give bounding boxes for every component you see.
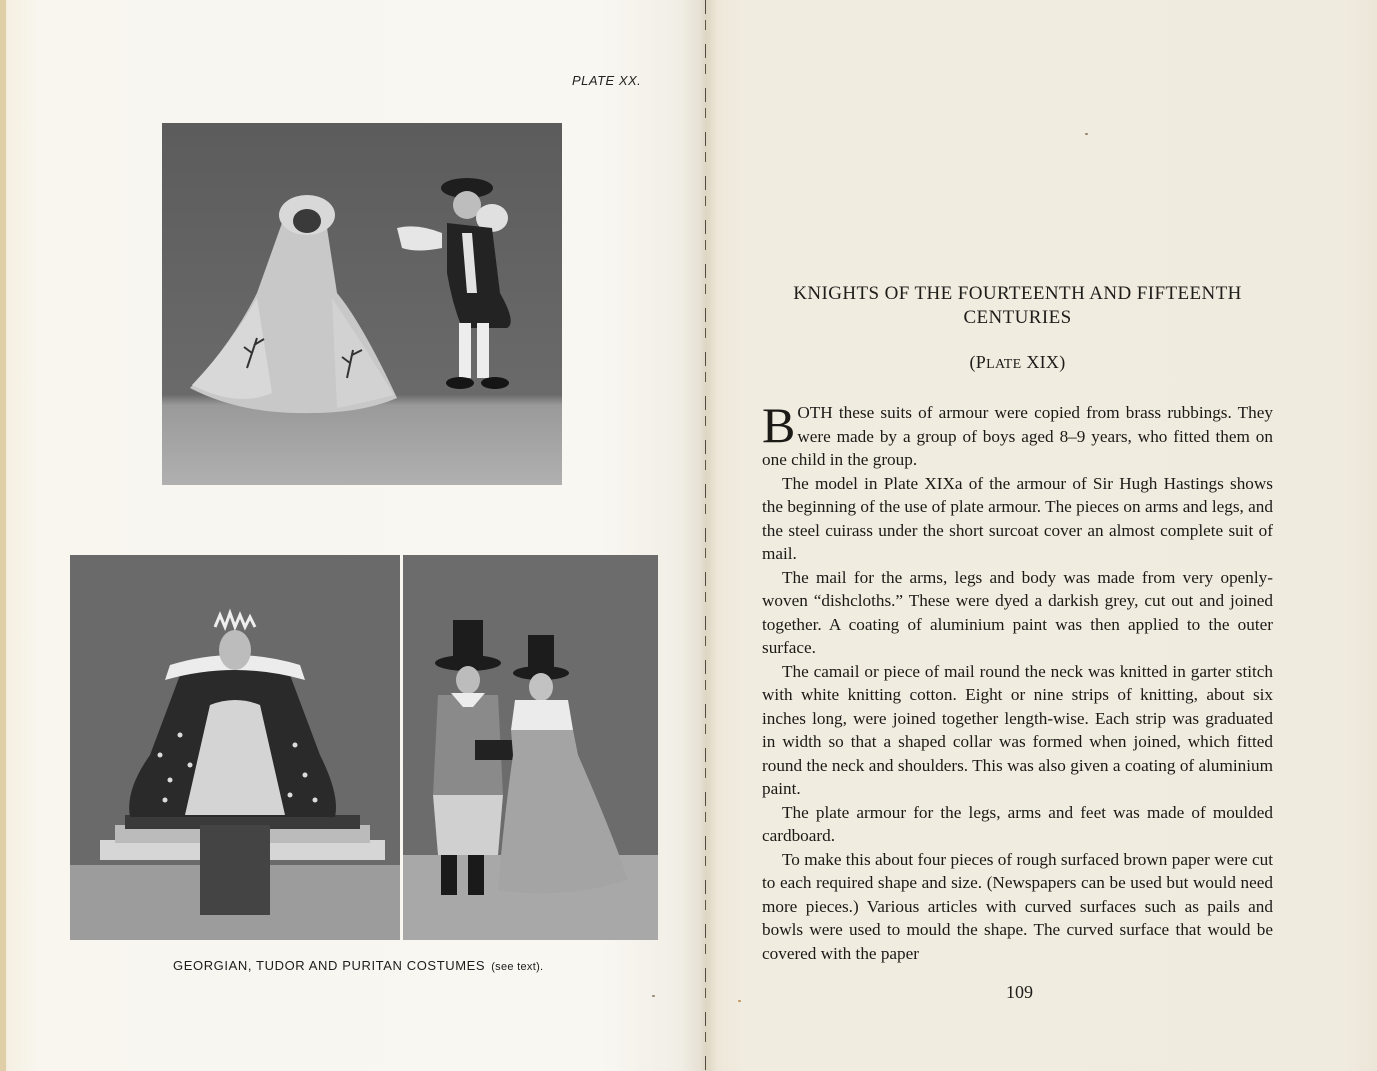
- paragraph: The plate armour for the legs, arms and feet was made of moulded cardboard.: [762, 802, 1273, 845]
- paragraph-text: OTH these suits of armour were copied from brass rubbings. They were made by a group of boys aged 8–9 years, who fitted them on one child in the group.: [762, 403, 1273, 469]
- paragraph: To make this about four pieces of rough surfaced brown paper were cut to each required shape and size. (Newspapers can be used but would need more pieces.) Various articles with curved surfaces such as pails and bowls were used to mould the shape. The curved surface that would be covered with the paper: [762, 849, 1273, 963]
- page-edge: [0, 0, 6, 1071]
- caption-note: (see text).: [491, 961, 544, 973]
- caption-text: GEORGIAN, TUDOR AND PURITAN COSTUMES: [173, 958, 486, 973]
- paragraph: The camail or piece of mail round the neck was knitted in garter stitch with white knitting cotton. Eight or nine strips of knitting, about six inches long, were joined together length-wise. Each strip was graduated in width so that a shaped collar was formed when joined, which fitted round the neck and shoulders. This was also given a coating of aluminium paint.: [762, 661, 1273, 798]
- photo-tudor-costume: [70, 555, 400, 940]
- plate-ref-close: XIX): [1021, 352, 1066, 372]
- paragraph: The model in Plate XIXa of the armour of Sir Hugh Hastings shows the beginning of the use of plate armour. The pieces on arms and legs, and the steel cuirass under the short surcoat cover an almost complete suit of mail.: [762, 473, 1273, 563]
- paper-speck: [1085, 133, 1088, 135]
- paragraph: [762, 397, 1273, 472]
- plate-label: PLATE XX.: [572, 73, 642, 88]
- plate-ref-open: (P: [969, 352, 987, 372]
- paragraph: The mail for the arms, legs and body was made from very openly-woven “dishcloths.” These were dyed a darkish grey, cut out and joined together. A coating of aluminium paint was then applied to the outer surface.: [762, 567, 1273, 657]
- plate-caption: [173, 958, 593, 973]
- paper-speck: [652, 995, 655, 997]
- paper-speck: [738, 1000, 741, 1002]
- page-number: 109: [1006, 982, 1033, 1002]
- body-text: [762, 397, 1273, 965]
- photo-georgian-costumes: [162, 123, 562, 485]
- chapter-title: KNIGHTS OF THE FOURTEENTH AND FIFTEENTH CENTURIES: [793, 283, 1242, 328]
- plate-reference: [745, 352, 1290, 373]
- drop-cap: B: [762, 397, 796, 453]
- plate-ref-smallcaps: LATE: [986, 357, 1022, 372]
- photo-puritan-costumes: [403, 555, 658, 940]
